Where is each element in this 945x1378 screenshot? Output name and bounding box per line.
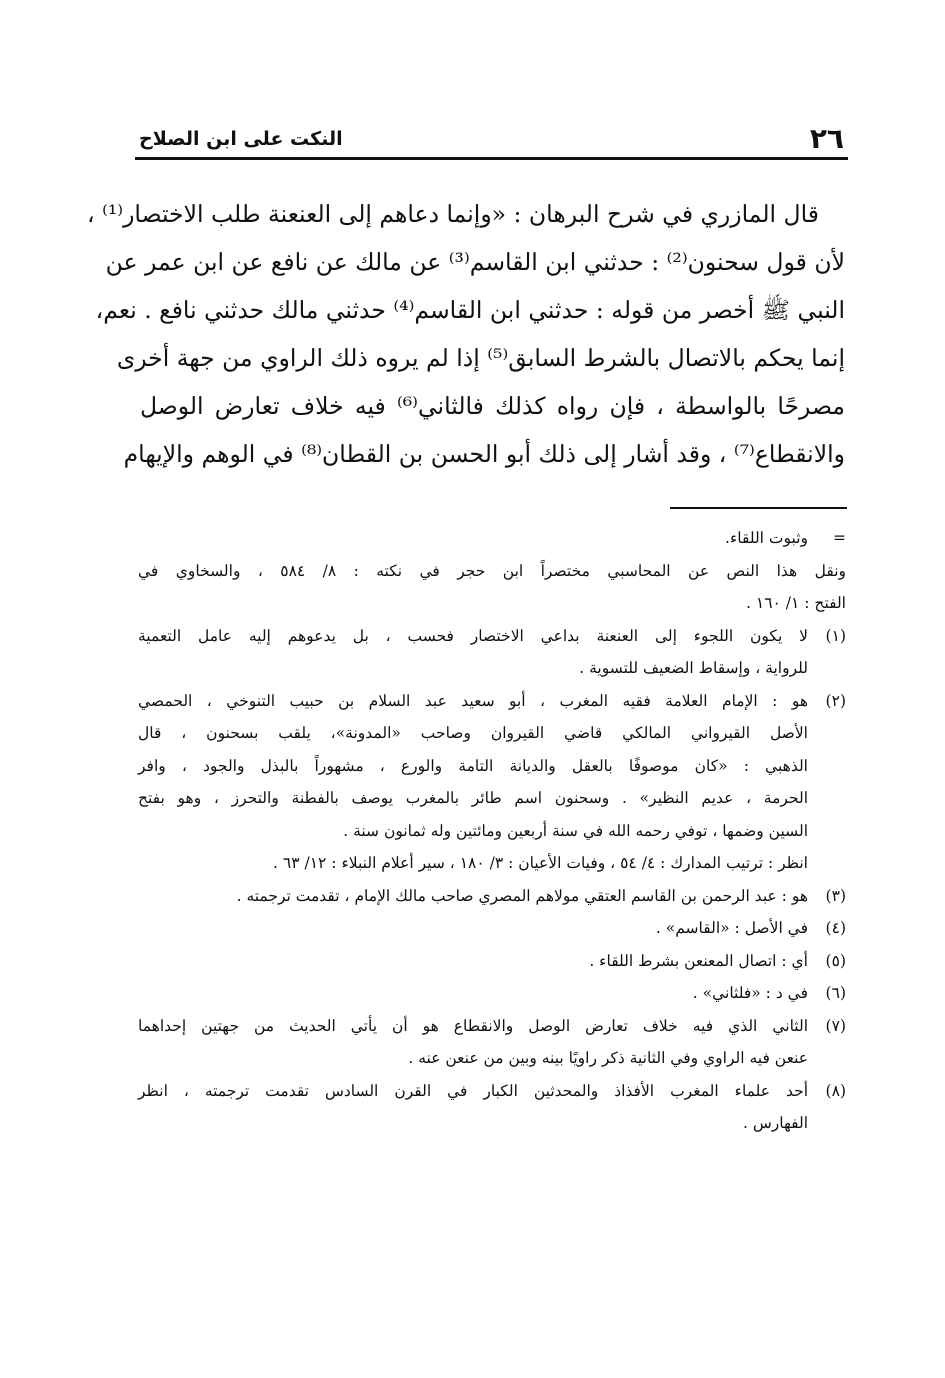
footnote-4 (138, 912, 846, 945)
footnote-7 (138, 1010, 846, 1043)
footnote-separator (670, 507, 847, 509)
footnote-2 (138, 685, 846, 718)
footnote-text: انظر : ترتيب المدارك : ٤/ ٥٤ ، وفيات الأعيان : ٣/ ١٨٠ ، سير أعلام النبلاء : ١٢/ ٦٣ . (273, 854, 808, 872)
footnote-text: أي : اتصال المعنعن بشرط اللقاء . (589, 951, 808, 970)
footnote-text: هو : عبد الرحمن بن القاسم العتقي مولاهم المصري صاحب مالك الإمام ، تقدمت ترجمته . (236, 886, 808, 905)
footnote-3 (138, 880, 846, 913)
footnotes (138, 522, 846, 1140)
footnote-text: هو : الإمام العلامة فقيه المغرب ، أبو سعيد عبد السلام بن حبيب التنوخي ، الحمصي (138, 691, 808, 710)
continuation-mark: = (833, 529, 846, 547)
main-text-line: لأن قول سحنون⁽²⁾ : حدثني ابن القاسم⁽³⁾ عن مالك عن نافع عن ابن عمر عن (105, 248, 845, 276)
main-text-line: قال المازري في شرح البرهان : «وإنما دعاهم إلى العنعنة طلب الاختصار⁽¹⁾ ، (87, 200, 819, 228)
main-text-line: إنما يحكم بالاتصال بالشرط السابق⁽⁵⁾ إذا لم يروه ذلك الراوي من جهة أخرى (116, 344, 845, 372)
footnote-text: الحرمة ، عديم النظير» . وسحنون اسم طائر بالمغرب يوصف بالفطنة والتحرز ، وهو بفتح (138, 789, 808, 807)
footnote-6 (138, 977, 846, 1010)
footnote-text: الذهبي : «كان موصوفًا بالعقل والديانة التامة والورع ، مشهوراً بالبذل والجود ، وافر (138, 756, 808, 775)
footnote-marker: (٨) (825, 1081, 846, 1100)
footnote-1 (138, 620, 846, 653)
footnote-text: الأصل القيرواني المالكي قاضي القيروان وصاحب «المدونة»، يلقب بسحنون ، قال (138, 724, 808, 742)
footnote-marker: (٣) (825, 886, 846, 905)
footnote-marker: (٥) (825, 951, 846, 970)
footnote-text: لا يكون اللجوء إلى العنعنة بداعي الاختصار فحسب ، بل يدعوهم إليه عامل التعمية (138, 626, 808, 645)
footnote-text: في الأصل : «القاسم» . (655, 919, 808, 937)
footnote-text: السين وضمها ، توفي رحمه الله في سنة أربعين ومائتين وله ثمانون سنة . (343, 821, 808, 840)
main-text (87, 190, 845, 478)
footnote-marker: (٦) (825, 984, 846, 1002)
running-title: النكت على ابن الصلاح (139, 128, 343, 150)
footnote-continuation (138, 522, 846, 555)
footnote-text: في د : «فلثاني» . (692, 984, 808, 1002)
footnote-marker: (١) (825, 626, 846, 645)
footnote-8 (138, 1075, 846, 1108)
footnote-marker: (٢) (825, 691, 846, 710)
main-text-line: مصرحًا بالواسطة ، فإن رواه كذلك فالثاني⁽⁶⁾ فيه خلاف تعارض الوصل (140, 392, 845, 420)
footnote-marker: (٤) (825, 919, 846, 937)
page-number: ٢٦ (809, 122, 844, 155)
page-header (135, 118, 850, 154)
main-text-line: والانقطاع⁽⁷⁾ ، وقد أشار إلى ذلك أبو الحسن بن القطان⁽⁸⁾ في الوهم والإيهام (123, 440, 845, 468)
header-rule (135, 157, 848, 160)
footnote-continuation: الفتح : ١/ ١٦٠ . (746, 594, 846, 612)
footnote-5 (138, 945, 846, 978)
footnote-text: الثاني الذي فيه خلاف تعارض الوصل والانقطاع هو أن يأتي الحديث من جهتين إحداهما (138, 1016, 808, 1035)
footnote-text: عنعن فيه الراوي وفي الثانية ذكر راويًا بينه وبين من عنعن عنه . (408, 1049, 808, 1067)
footnote-text: الفهارس . (743, 1114, 808, 1132)
footnote-text: وثبوت اللقاء. (725, 529, 808, 547)
footnote-text: للرواية ، وإسقاط الضعيف للتسوية . (579, 659, 808, 677)
footnote-marker: (٧) (825, 1016, 846, 1035)
footnote-continuation: ونقل هذا النص عن المحاسبي مختصراً ابن حجر في نكته : ٨/ ٥٨٤ ، والسخاوي في (138, 561, 846, 580)
main-text-line: النبي ﷺ أخصر من قوله : حدثني ابن القاسم⁽⁴⁾ حدثني مالك حدثني نافع . نعم، (95, 296, 845, 324)
footnote-text: أحد علماء المغرب الأفذاذ والمحدثين الكبار في القرن السادس تقدمت ترجمته ، انظر (138, 1081, 808, 1100)
